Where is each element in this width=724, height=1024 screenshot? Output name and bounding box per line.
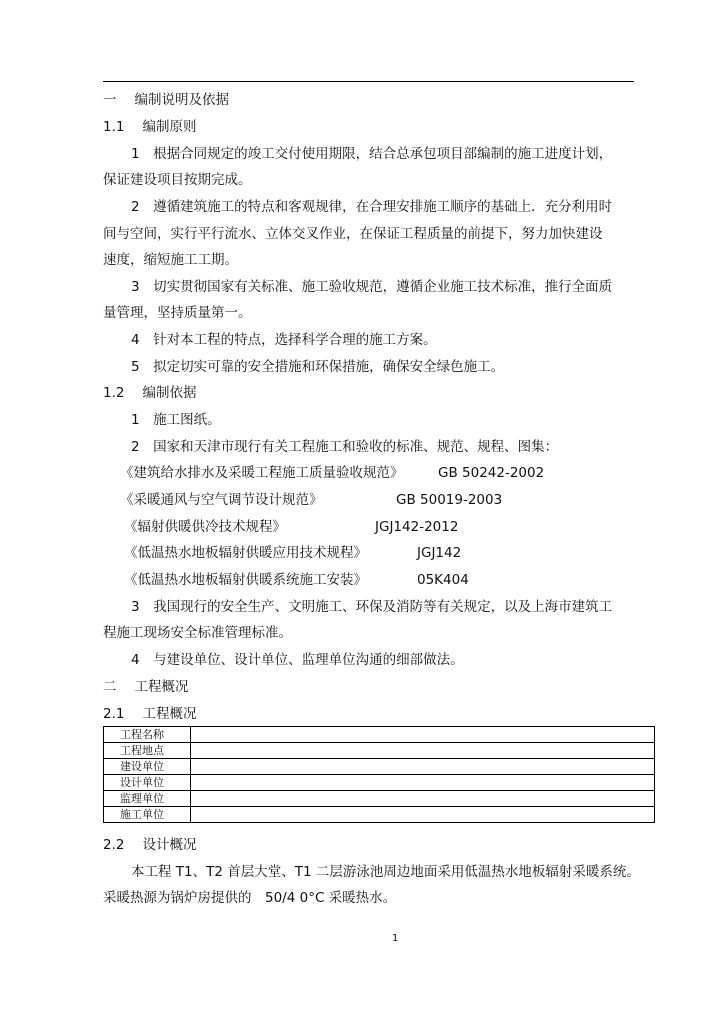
principle-1-line-1: 1 根据合同规定的竣工交付使用期限，结合总承包项目部编制的施工进度计划，	[131, 146, 613, 162]
basis-1: 1 施工图纸。	[131, 412, 221, 428]
standard-item	[124, 570, 469, 590]
project-info-table	[103, 726, 655, 823]
principle-2-line-3: 速度，缩短施工工期。	[103, 252, 238, 268]
basis-3-line-1: 3 我国现行的安全生产、文明施工、环保及消防等有关规定，以及上海市建筑工	[131, 599, 613, 615]
standard-code: GB 50242-2002	[438, 465, 545, 481]
section-title: 编制依据	[142, 385, 197, 401]
principle-2-line-2: 间与空间，实行平行流水、立体交叉作业，在保证工程质量的前提下，努力加快建设	[103, 226, 603, 242]
row-value	[191, 807, 655, 823]
section-title: 工程概况	[134, 679, 189, 695]
row-label: 施工单位	[104, 807, 191, 823]
principle-4: 4 针对本工程的特点，选择科学合理的施工方案。	[131, 332, 437, 348]
header-rule	[103, 81, 634, 82]
row-value	[191, 775, 655, 791]
section-title: 设计概况	[142, 837, 197, 853]
standard-code: GB 50019-2003	[396, 492, 503, 508]
section-1-2-heading	[103, 383, 196, 403]
table-row	[104, 791, 655, 807]
row-label: 工程地点	[104, 743, 191, 759]
table-row	[104, 727, 655, 743]
section-1-heading	[103, 90, 229, 110]
section-1-1-heading	[103, 117, 196, 137]
basis-2: 2 国家和天津市现行有关工程施工和验收的标准、规范、规程、图集：	[131, 439, 559, 455]
section-title: 工程概况	[142, 706, 197, 722]
section-number: 2.1	[103, 706, 125, 722]
table-row	[104, 775, 655, 791]
table-row	[104, 759, 655, 775]
section-2-heading	[103, 677, 189, 697]
section-number: 一	[103, 92, 117, 108]
standard-name: 《低温热水地板辐射供暖系统施工安装》	[124, 572, 367, 588]
section-2-2-heading	[103, 835, 196, 855]
row-value	[191, 727, 655, 743]
design-line-2: 采暖热源为锅炉房提供的 50/4 0°C 采暖热水。	[103, 890, 397, 906]
section-2-1-heading	[103, 704, 196, 724]
principle-3-line-2: 量管理，坚持质量第一。	[103, 305, 252, 321]
standard-name: 《采暖通风与空气调节设计规范》	[120, 492, 323, 508]
principle-2-line-1: 2 遵循建筑施工的特点和客观规律，在合理安排施工顺序的基础上．充分利用时	[131, 199, 613, 215]
standard-item	[124, 543, 462, 563]
section-number: 1.1	[103, 119, 125, 135]
standard-code: 05K404	[417, 572, 469, 588]
basis-4: 4 与建设单位、设计单位、监理单位沟通的细部做法。	[131, 652, 464, 668]
standard-name: 《辐射供暖供冷技术规程》	[124, 519, 286, 535]
section-number: 2.2	[103, 837, 125, 853]
row-label: 监理单位	[104, 791, 191, 807]
principle-3-line-1: 3 切实贯彻国家有关标准、施工验收规范，遵循企业施工技术标准，推行全面质	[131, 279, 613, 295]
section-number: 1.2	[103, 385, 125, 401]
standard-item	[120, 490, 503, 510]
row-value	[191, 759, 655, 775]
basis-3-line-2: 程施工现场安全标准管理标准。	[103, 625, 292, 641]
row-label: 建设单位	[104, 759, 191, 775]
standard-code: JGJ142	[417, 545, 462, 561]
section-title: 编制说明及依据	[134, 92, 229, 108]
standard-item	[120, 463, 545, 483]
section-number: 二	[103, 679, 117, 695]
table-row	[104, 807, 655, 823]
page-number: 1	[392, 933, 399, 944]
row-value	[191, 791, 655, 807]
table-row	[104, 743, 655, 759]
principle-5: 5 拟定切实可靠的安全措施和环保措施，确保安全绿色施工。	[131, 359, 505, 375]
row-value	[191, 743, 655, 759]
standard-name: 《低温热水地板辐射供暖应用技术规程》	[124, 545, 367, 561]
section-title: 编制原则	[142, 119, 197, 135]
standard-code: JGJ142-2012	[375, 519, 459, 535]
design-line-1: 本工程 T1、T2 首层大堂、T1 二层游泳池周边地面采用低温热水地板辐射采暖系统。	[131, 864, 640, 880]
standard-name: 《建筑给水排水及采暖工程施工质量验收规范》	[120, 465, 404, 481]
standard-item	[124, 517, 459, 537]
row-label: 设计单位	[104, 775, 191, 791]
principle-1-line-2: 保证建设项目按期完成。	[103, 172, 252, 188]
row-label: 工程名称	[104, 727, 191, 743]
